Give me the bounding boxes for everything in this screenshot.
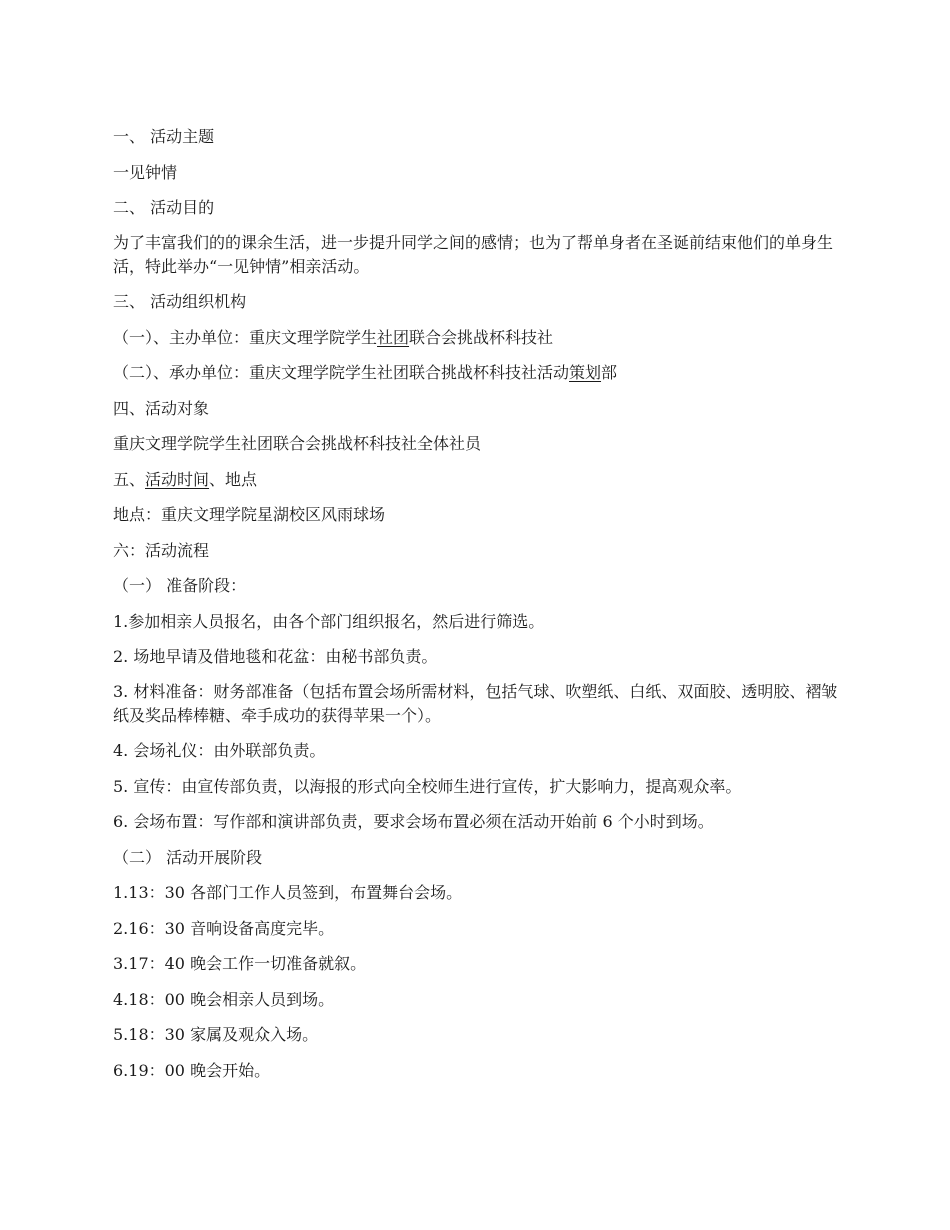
schedule-item: 3.17：40 晚会工作一切准备就叙。 [113,954,367,973]
organizer-unit-suffix: 部 [601,363,618,382]
prep-item: 3. 材料准备：财务部准备（包括布置会场所需材料，包括气球、吹塑纸、白纸、双面胶、透明胶、褶皱纸及奖品棒棒糖、牵手成功的获得苹果一个）。 [113,681,838,725]
organizer-unit-link[interactable]: 策划 [569,363,602,382]
host-unit-link[interactable]: 社团 [377,327,410,347]
prep-item: 1.参加相亲人员报名，由各个部门组织报名，然后进行筛选。 [113,611,545,631]
schedule-item: 2.16：30 音响设备高度完毕。 [113,918,335,938]
document-page [113,124,843,1093]
organizer-unit-prefix: （二）、承办单位：重庆文理学院学生社团联合挑战杯科技社活动 [113,363,570,382]
prep-item: 5. 宣传：由宣传部负责，以海报的形式向全校师生进行宣传，扩大影响力，提高观众率。 [113,776,742,796]
time-place-suffix: 、地点 [209,469,258,489]
prep-item: 4. 会场礼仪：由外联部负责。 [113,741,326,760]
host-unit-prefix: （一）、主办单位：重庆文理学院学生 [113,327,378,347]
audience-text: 重庆文理学院学生社团联合会挑战杯科技社全体社员 [113,434,482,453]
host-unit-suffix: 联合会挑战杯科技社 [409,327,554,347]
section-heading-theme: 一、 活动主题 [113,127,215,146]
activity-time-link[interactable]: 活动时间 [145,469,210,489]
schedule-item: 5.18：30 家属及观众入场。 [113,1025,319,1044]
section-heading-organization: 三、 活动组织机构 [113,292,247,311]
host-unit [113,325,843,350]
subsection-preparation: （一） 准备阶段： [113,576,247,595]
prep-item: 2. 场地早请及借地毯和花盆：由秘书部负责。 [113,647,438,666]
schedule-item: 6.19：00 晚会开始。 [113,1060,271,1080]
schedule-item: 1.13：30 各部门工作人员签到，布置舞台会场。 [113,883,463,902]
section-heading-audience: 四、活动对象 [113,398,210,418]
section-heading-purpose: 二、 活动目的 [113,198,215,217]
subsection-execution: （二） 活动开展阶段 [113,847,263,867]
schedule-item: 4.18：00 晚会相亲人员到场。 [113,989,335,1009]
section-heading-time-place [113,467,843,492]
organizer-unit [113,360,843,385]
prep-item: 6. 会场布置：写作部和演讲部负责，要求会场布置必须在活动开始前 6 个小时到场。 [113,812,714,831]
purpose-paragraph: 为了丰富我们的的课余生活，进一步提升同学之间的感情；也为了帮单身者在圣诞前结束他们的单身生活，特此举办“一见钟情”相亲活动。 [113,232,834,276]
location-text: 地点：重庆文理学院星湖校区风雨球场 [113,505,386,524]
time-place-prefix: 五、 [113,469,146,489]
section-heading-process: 六：活动流程 [113,540,210,560]
theme-text: 一见钟情 [113,162,178,182]
